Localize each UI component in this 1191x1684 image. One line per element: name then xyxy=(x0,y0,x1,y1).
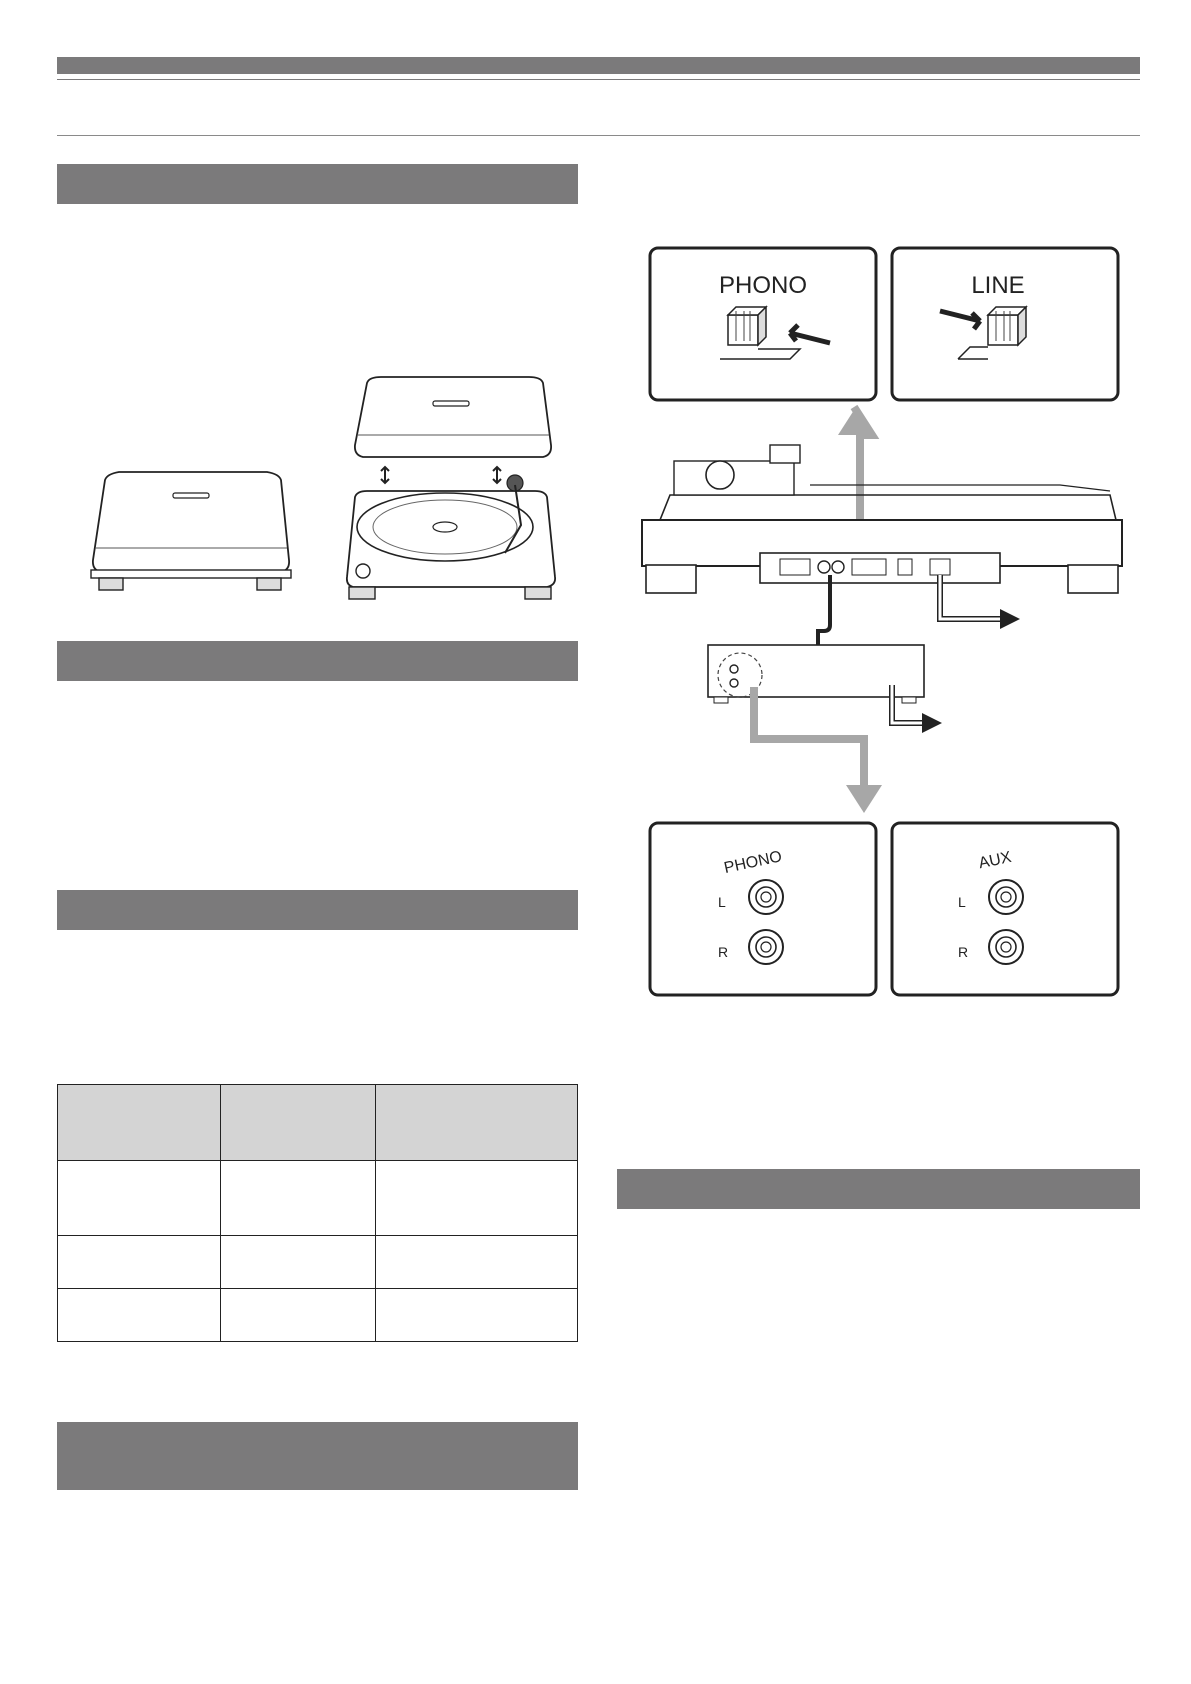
table-cell xyxy=(376,1161,578,1236)
section-bar-1 xyxy=(57,164,578,204)
aux-input-label: AUX xyxy=(977,848,1013,873)
line-switch-label: LINE xyxy=(971,272,1025,299)
section-bar-2 xyxy=(57,641,578,681)
connection-diagram xyxy=(640,245,1140,1025)
table-row xyxy=(58,1161,578,1236)
header-rule-lower xyxy=(57,135,1140,136)
table-cell xyxy=(221,1161,376,1236)
table-cell xyxy=(221,1289,376,1342)
table-header-cell xyxy=(221,1085,376,1161)
header-bar xyxy=(57,57,1140,74)
header-rule xyxy=(57,79,1140,80)
table-row xyxy=(58,1236,578,1289)
turntable-open-illustration xyxy=(345,375,565,610)
table-header-cell xyxy=(58,1085,221,1161)
table-cell xyxy=(221,1236,376,1289)
table-cell xyxy=(376,1236,578,1289)
phono-right-label: R xyxy=(718,944,729,960)
spec-table xyxy=(57,1084,578,1342)
section-bar-4 xyxy=(57,1422,578,1490)
table-cell xyxy=(58,1236,221,1289)
aux-left-label: L xyxy=(958,894,966,910)
turntable-rear-illustration xyxy=(642,445,1122,593)
phono-switch-label: PHONO xyxy=(718,272,808,299)
table-header-row xyxy=(58,1085,578,1161)
table-cell xyxy=(376,1289,578,1342)
phono-input-label: PHONO xyxy=(722,848,784,878)
section-bar-3 xyxy=(57,890,578,930)
down-arrow xyxy=(754,687,864,785)
table-cell xyxy=(58,1161,221,1236)
section-bar-5 xyxy=(617,1169,1140,1209)
phono-left-label: L xyxy=(718,894,726,910)
table-header-cell xyxy=(376,1085,578,1161)
table-cell xyxy=(58,1289,221,1342)
table-row xyxy=(58,1289,578,1342)
turntable-closed-illustration xyxy=(85,380,305,610)
aux-right-label: R xyxy=(958,944,969,960)
